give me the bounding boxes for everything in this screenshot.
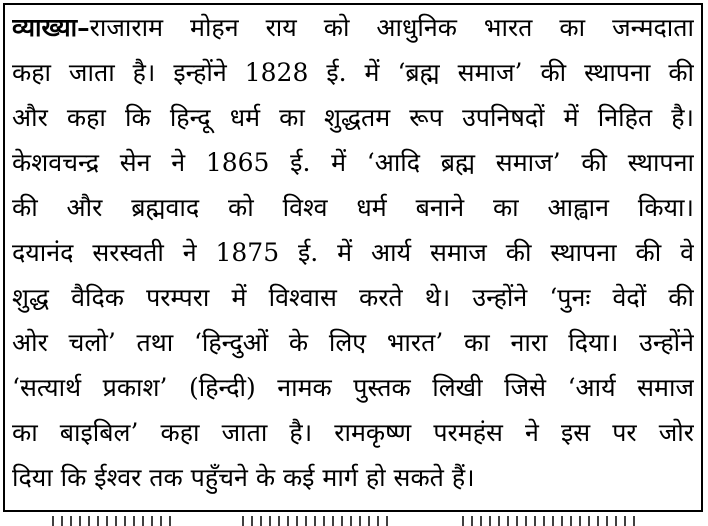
text-line-3: और कहा कि हिन्दू धर्म का शुद्धतम रूप उपनिषदों में निहित है। — [12, 103, 694, 132]
cut-off-fragment — [462, 516, 642, 526]
text-line-7: शुद्ध वैदिक परम्परा में विश्वास करते थे। उन्होंने ‘पुनः वेदों की — [12, 283, 694, 312]
text-line-1 — [12, 6, 694, 50]
text-line-8: ओर चलो’ तथा ‘हिन्दुओं के लिए भारत’ का नारा दिया। उन्होंने — [12, 328, 694, 357]
cut-off-fragment — [242, 516, 392, 526]
text-line-9: ‘सत्यार्थ प्रकाश’ (हिन्दी) नामक पुस्तक लिखी जिसे ‘आर्य समाज — [12, 373, 694, 402]
line-1-text: राजाराम मोहन राय को आधुनिक भारत का जन्मदाता — [89, 13, 694, 42]
cut-off-fragment — [52, 516, 172, 526]
text-line-6: दयानंद सरस्वती ने 1875 ई. में आर्य समाज की स्थापना की वे — [12, 238, 694, 267]
text-line-2: कहा जाता है। इन्होंने 1828 ई. में ‘ब्रह्म समाज’ की स्थापना की — [12, 58, 694, 87]
text-line-10: का बाइबिल’ कहा जाता है। रामकृष्ण परमहंस ने इस पर जोर — [12, 418, 694, 447]
text-line-5: की और ब्रह्मवाद को विश्व धर्म बनाने का आह्वान किया। — [12, 193, 694, 222]
cut-off-next-line — [12, 516, 694, 526]
explanation-label: व्याख्या– — [12, 13, 90, 42]
text-line-4: केशवचन्द्र सेन ने 1865 ई. में ‘आदि ब्रह्म समाज’ की स्थापना — [12, 148, 694, 177]
text-line-11: दिया कि ईश्वर तक पहुँचने के कई मार्ग हो सकते हैं। — [12, 463, 475, 492]
